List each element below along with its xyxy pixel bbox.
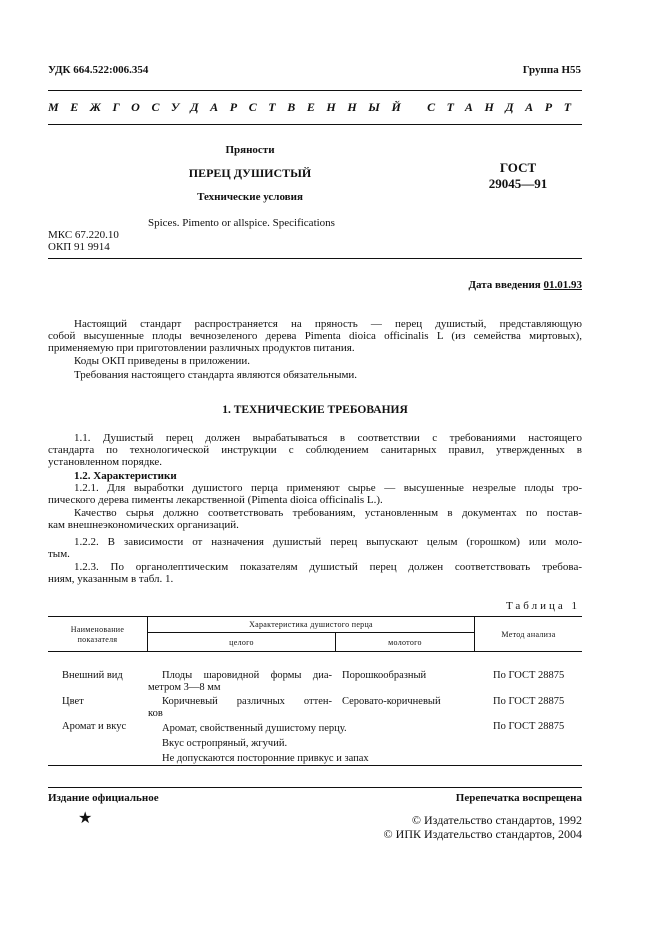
intro-paragraph-1: Настоящий стандарт распространяется на пряность — перец душистый, представляющую собой высушенные плоды вечнозеленого дерева Pimenta dioica officinalis L (из семейства миртовых), применяемую при приготовлении различных продуктов питания. (48, 318, 582, 354)
section-1-heading: 1. ТЕХНИЧЕСКИЕ ТРЕБОВАНИЯ (222, 404, 408, 416)
clause-1-2-1-quality: Качество сырья должно соответствовать требованиям, установленным в документах по постав- кам внешнеэкономических организаций. (48, 507, 582, 531)
intro-paragraph-2: Коды ОКП приведены в приложении. (74, 355, 251, 367)
header-characteristic: Характеристика душистого перца (249, 620, 373, 629)
clause-1-1: 1.1. Душистый перец должен вырабатываться в соответствии с требованиями настоящего стандарта по технологической инструкции с соблюдением санитарных правил, утвержденных в установленном порядке. (48, 432, 582, 468)
official-edition: Издание официальное (48, 792, 159, 804)
udk-code: УДК 664.522:006.354 (48, 64, 149, 76)
title-block-rule (48, 258, 582, 259)
header-method: Метод анализа (501, 630, 556, 639)
star-icon: ★ (78, 810, 93, 827)
table-row-2-name: Цвет (62, 696, 84, 707)
table-subheader-rule (148, 632, 474, 633)
intro-date-label: Дата введения (468, 279, 541, 291)
header-rule (48, 90, 582, 91)
table-row-2-method: По ГОСТ 28875 (493, 696, 565, 707)
group-code: Группа Н55 (522, 64, 581, 76)
intro-paragraph-3: Требования настоящего стандарта являются обязательными. (74, 369, 358, 381)
table-row-3-name: Аромат и вкус (62, 721, 127, 732)
document-subtitle: Технические условия (197, 191, 303, 203)
table-row-2-ground: Серовато-коричневый (342, 696, 441, 707)
category-label: Пряности (225, 144, 275, 156)
interstate-standard-banner: МЕЖГОСУДАРСТВЕННЫЙ СТАНДАРТ (48, 100, 583, 114)
intro-date-value: 01.01.93 (543, 279, 582, 291)
header-whole: целого (229, 638, 254, 647)
footer-rule (48, 787, 582, 788)
table-1-caption: Таблица 1 (505, 600, 580, 612)
table-bottom-rule (48, 765, 582, 766)
clause-1-2-heading: 1.2. Характеристики (74, 470, 177, 482)
table-row-1-ground: Порошкообразный (342, 670, 427, 681)
gost-label: ГОСТ (499, 160, 537, 175)
document-title: ПЕРЕЦ ДУШИСТЫЙ (188, 166, 312, 180)
english-title: Spices. Pimento or allspice. Specifications (148, 217, 335, 229)
banner-rule (48, 124, 582, 125)
header-ground: молотого (388, 638, 422, 647)
header-indicator-name: Наименование показателя (70, 625, 125, 644)
table-header-bottom-rule (48, 651, 582, 652)
okp-code: ОКП 91 9914 (48, 241, 110, 253)
gost-number: 29045—91 (488, 176, 548, 191)
clause-1-2-1: 1.2.1. Для выработки душистого перца применяют сырье — высушенные незрелые плоды тро- пического дерева пименты лекарственной (Pimenta dioica officinalis L.). (48, 482, 582, 506)
table-row-1-name: Внешний вид (62, 670, 123, 681)
clause-1-2-3: 1.2.3. По органолептическим показателям душистый перец должен соответствовать требова- ниям, указанным в табл. 1. (48, 561, 582, 585)
copyright-2004: © ИПК Издательство стандартов, 2004 (383, 827, 582, 841)
intro-date (468, 279, 582, 291)
table-row-1-whole: Плоды шаровидной формы диа- метром 3—8 мм (148, 670, 332, 693)
copyright-1992: © Издательство стандартов, 1992 (411, 813, 582, 827)
reprint-prohibited: Перепечатка воспрещена (455, 792, 582, 804)
table-row-3-merged: Аромат, свойственный душистому перцу. Вкус остропряный, жгучий. Не допускаются посторонние привкус и запах (162, 723, 369, 764)
table-row-1-method: По ГОСТ 28875 (493, 670, 565, 681)
table-row-3-method: По ГОСТ 28875 (493, 721, 565, 732)
mks-code: МКС 67.220.10 (48, 229, 119, 241)
table-top-rule (48, 616, 582, 617)
table-row-2-whole: Коричневый различных оттен- ков (148, 696, 332, 719)
clause-1-2-2: 1.2.2. В зависимости от назначения душистый перец выпускают целым (горошком) или моло- тым. (48, 536, 582, 560)
